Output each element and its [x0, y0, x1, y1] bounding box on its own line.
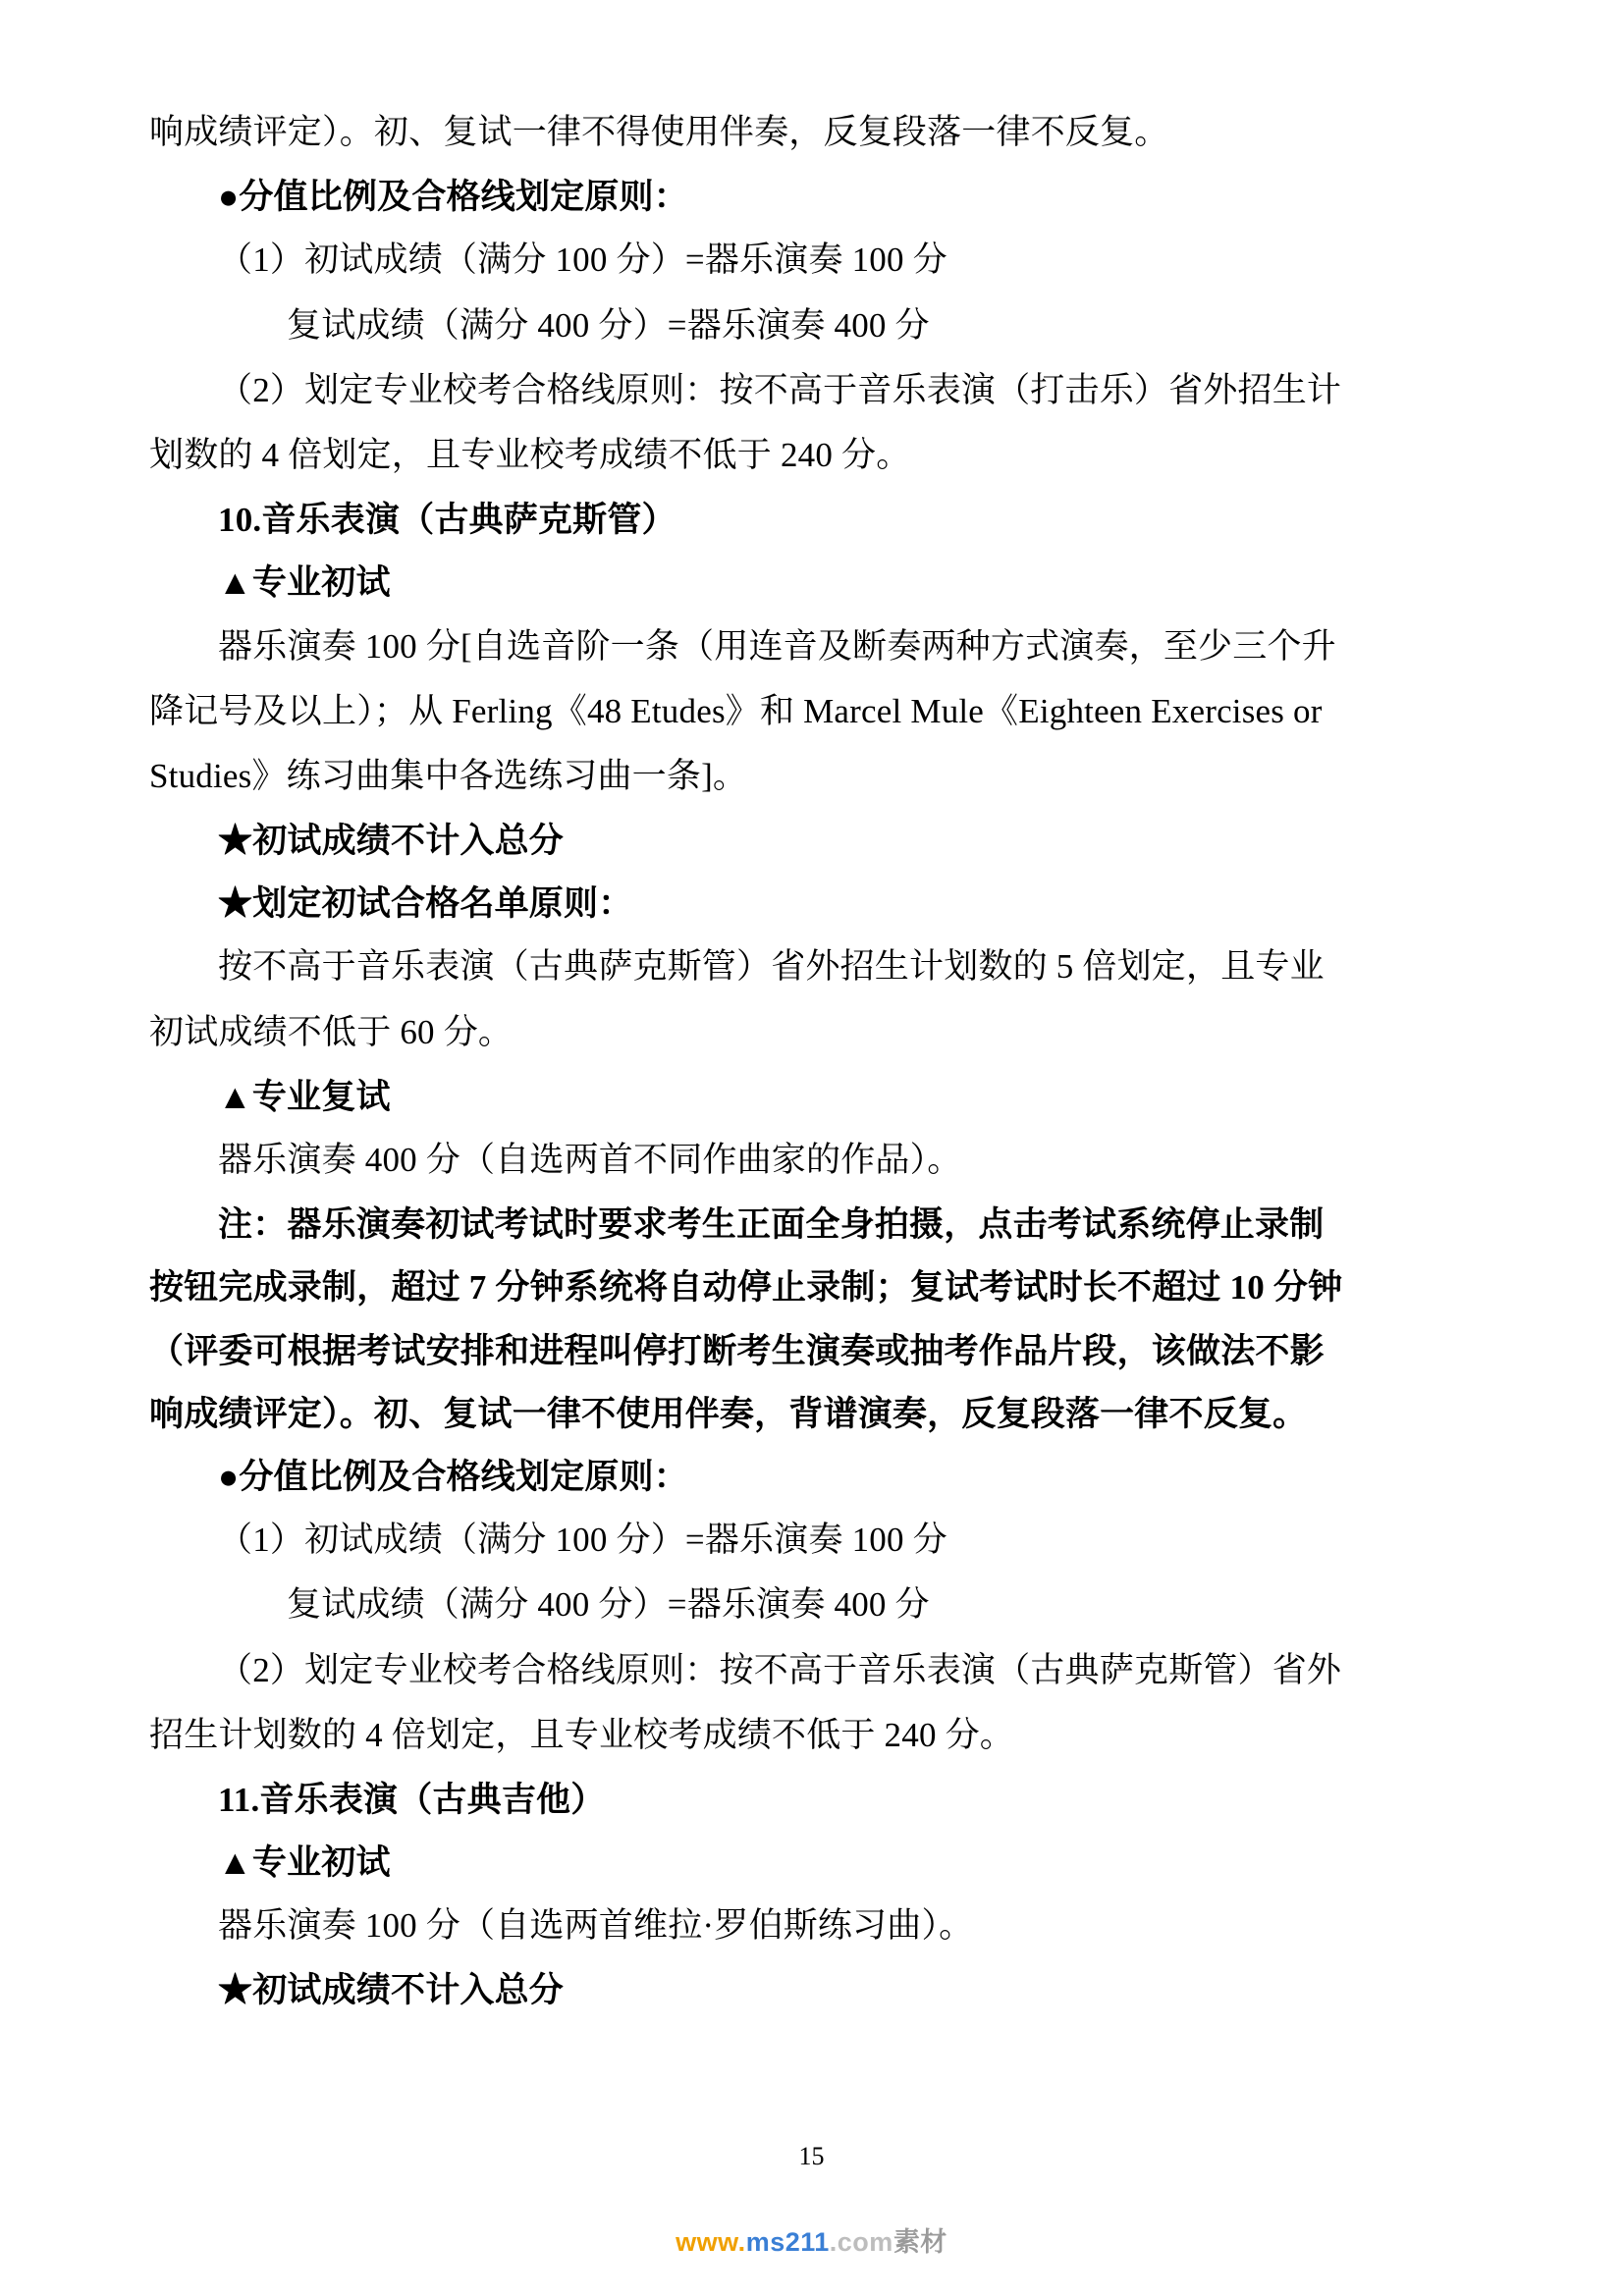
line-first-exam-score-2: （1）初试成绩（满分 100 分）=器乐演奏 100 分	[218, 1521, 947, 1560]
page-number: 15	[798, 2142, 825, 2170]
note-first-exam-not-counted-guitar: ★初试成绩不计入总分	[218, 1971, 565, 2010]
section-heading-11: 11.音乐表演（古典吉他）	[218, 1780, 606, 1819]
paragraph-continuation: 响成绩评定）。初、复试一律不得使用伴奏，反复段落一律不反复。	[149, 113, 1169, 151]
note-lead-indent: 注：器乐演奏初试考试时要求考生正面全身拍摄，点击考试系统停止录制	[218, 1205, 1325, 1245]
note-recording-rules-c: （评委可根据考试安排和进程叫停打断考生演奏或抽考作品片段，该做法不影	[149, 1331, 1325, 1370]
note-first-exam-pass-list-rule-sax: ★划定初试合格名单原则：	[218, 884, 633, 924]
note-recording-rules-a	[149, 1196, 1474, 1255]
line-second-exam-score-2: 复试成绩（满分 400 分）=器乐演奏 400 分	[287, 1585, 930, 1625]
line-first-exam-score-1: （1）初试成绩（满分 100 分）=器乐演奏 100 分	[218, 240, 947, 280]
section-heading-10: 10.音乐表演（古典萨克斯管）	[218, 501, 676, 540]
watermark-part-suffix: 素材	[893, 2227, 947, 2257]
note-first-exam-not-counted-sax: ★初试成绩不计入总分	[218, 822, 565, 861]
line-sax-second-exam-content: 器乐演奏 400 分（自选两首不同作曲家的作品）。	[218, 1141, 962, 1179]
line-sax-pass-list-rule-a: 按不高于音乐表演（古典萨克斯管）省外招生计划数的 5 倍划定，且专业	[218, 947, 1325, 987]
watermark-part-name: ms211	[745, 2227, 830, 2257]
line-pass-line-rule-2a: （2）划定专业校考合格线原则：按不高于音乐表演（古典萨克斯管）省外	[218, 1650, 1342, 1689]
line-sax-first-exam-content-a: 器乐演奏 100 分[自选音阶一条（用连音及断奏两种方式演奏，至少三个升	[218, 626, 1336, 666]
subheading-major-first-exam-guitar: ▲专业初试	[218, 1843, 391, 1883]
line-sax-first-exam-content-b: 降记号及以上）；从 Ferling《48 Etudes》和 Marcel Mule《Eighteen Exercises or	[149, 691, 1323, 730]
subheading-major-first-exam-sax: ▲专业初试	[218, 563, 391, 603]
line-sax-first-exam-content-c: Studies》练习曲集中各选练习曲一条]。	[149, 756, 748, 795]
line-second-exam-score-1: 复试成绩（满分 400 分）=器乐演奏 400 分	[287, 305, 930, 345]
heading-score-principles-2: ●分值比例及合格线划定原则：	[218, 1457, 688, 1496]
watermark-part-tld: .com	[829, 2227, 893, 2257]
line-guitar-first-exam-content: 器乐演奏 100 分（自选两首维拉·罗伯斯练习曲）。	[218, 1906, 974, 1946]
line-pass-line-rule-1b: 划数的 4 倍划定，且专业校考成绩不低于 240 分。	[149, 435, 911, 474]
line-pass-line-rule-1a: （2）划定专业校考合格线原则：按不高于音乐表演（打击乐）省外招生计	[218, 370, 1342, 409]
line-sax-pass-list-rule-b: 初试成绩不低于 60 分。	[149, 1012, 514, 1051]
note-recording-rules-b: 按钮完成录制，超过 7 分钟系统将自动停止录制；复试考试时长不超过 10 分钟	[149, 1268, 1343, 1308]
line-pass-line-rule-2b: 招生计划数的 4 倍划定，且专业校考成绩不低于 240 分。	[149, 1715, 1015, 1754]
heading-score-principles-1: ●分值比例及合格线划定原则：	[218, 178, 688, 217]
watermark-part-www: www.	[676, 2227, 746, 2257]
note-recording-rules-d: 响成绩评定）。初、复试一律不使用伴奏，背谱演奏，反复段落一律不反复。	[149, 1394, 1308, 1433]
subheading-major-second-exam-sax: ▲专业复试	[218, 1077, 391, 1116]
page-body	[149, 103, 1474, 2021]
watermark	[0, 2220, 1623, 2259]
